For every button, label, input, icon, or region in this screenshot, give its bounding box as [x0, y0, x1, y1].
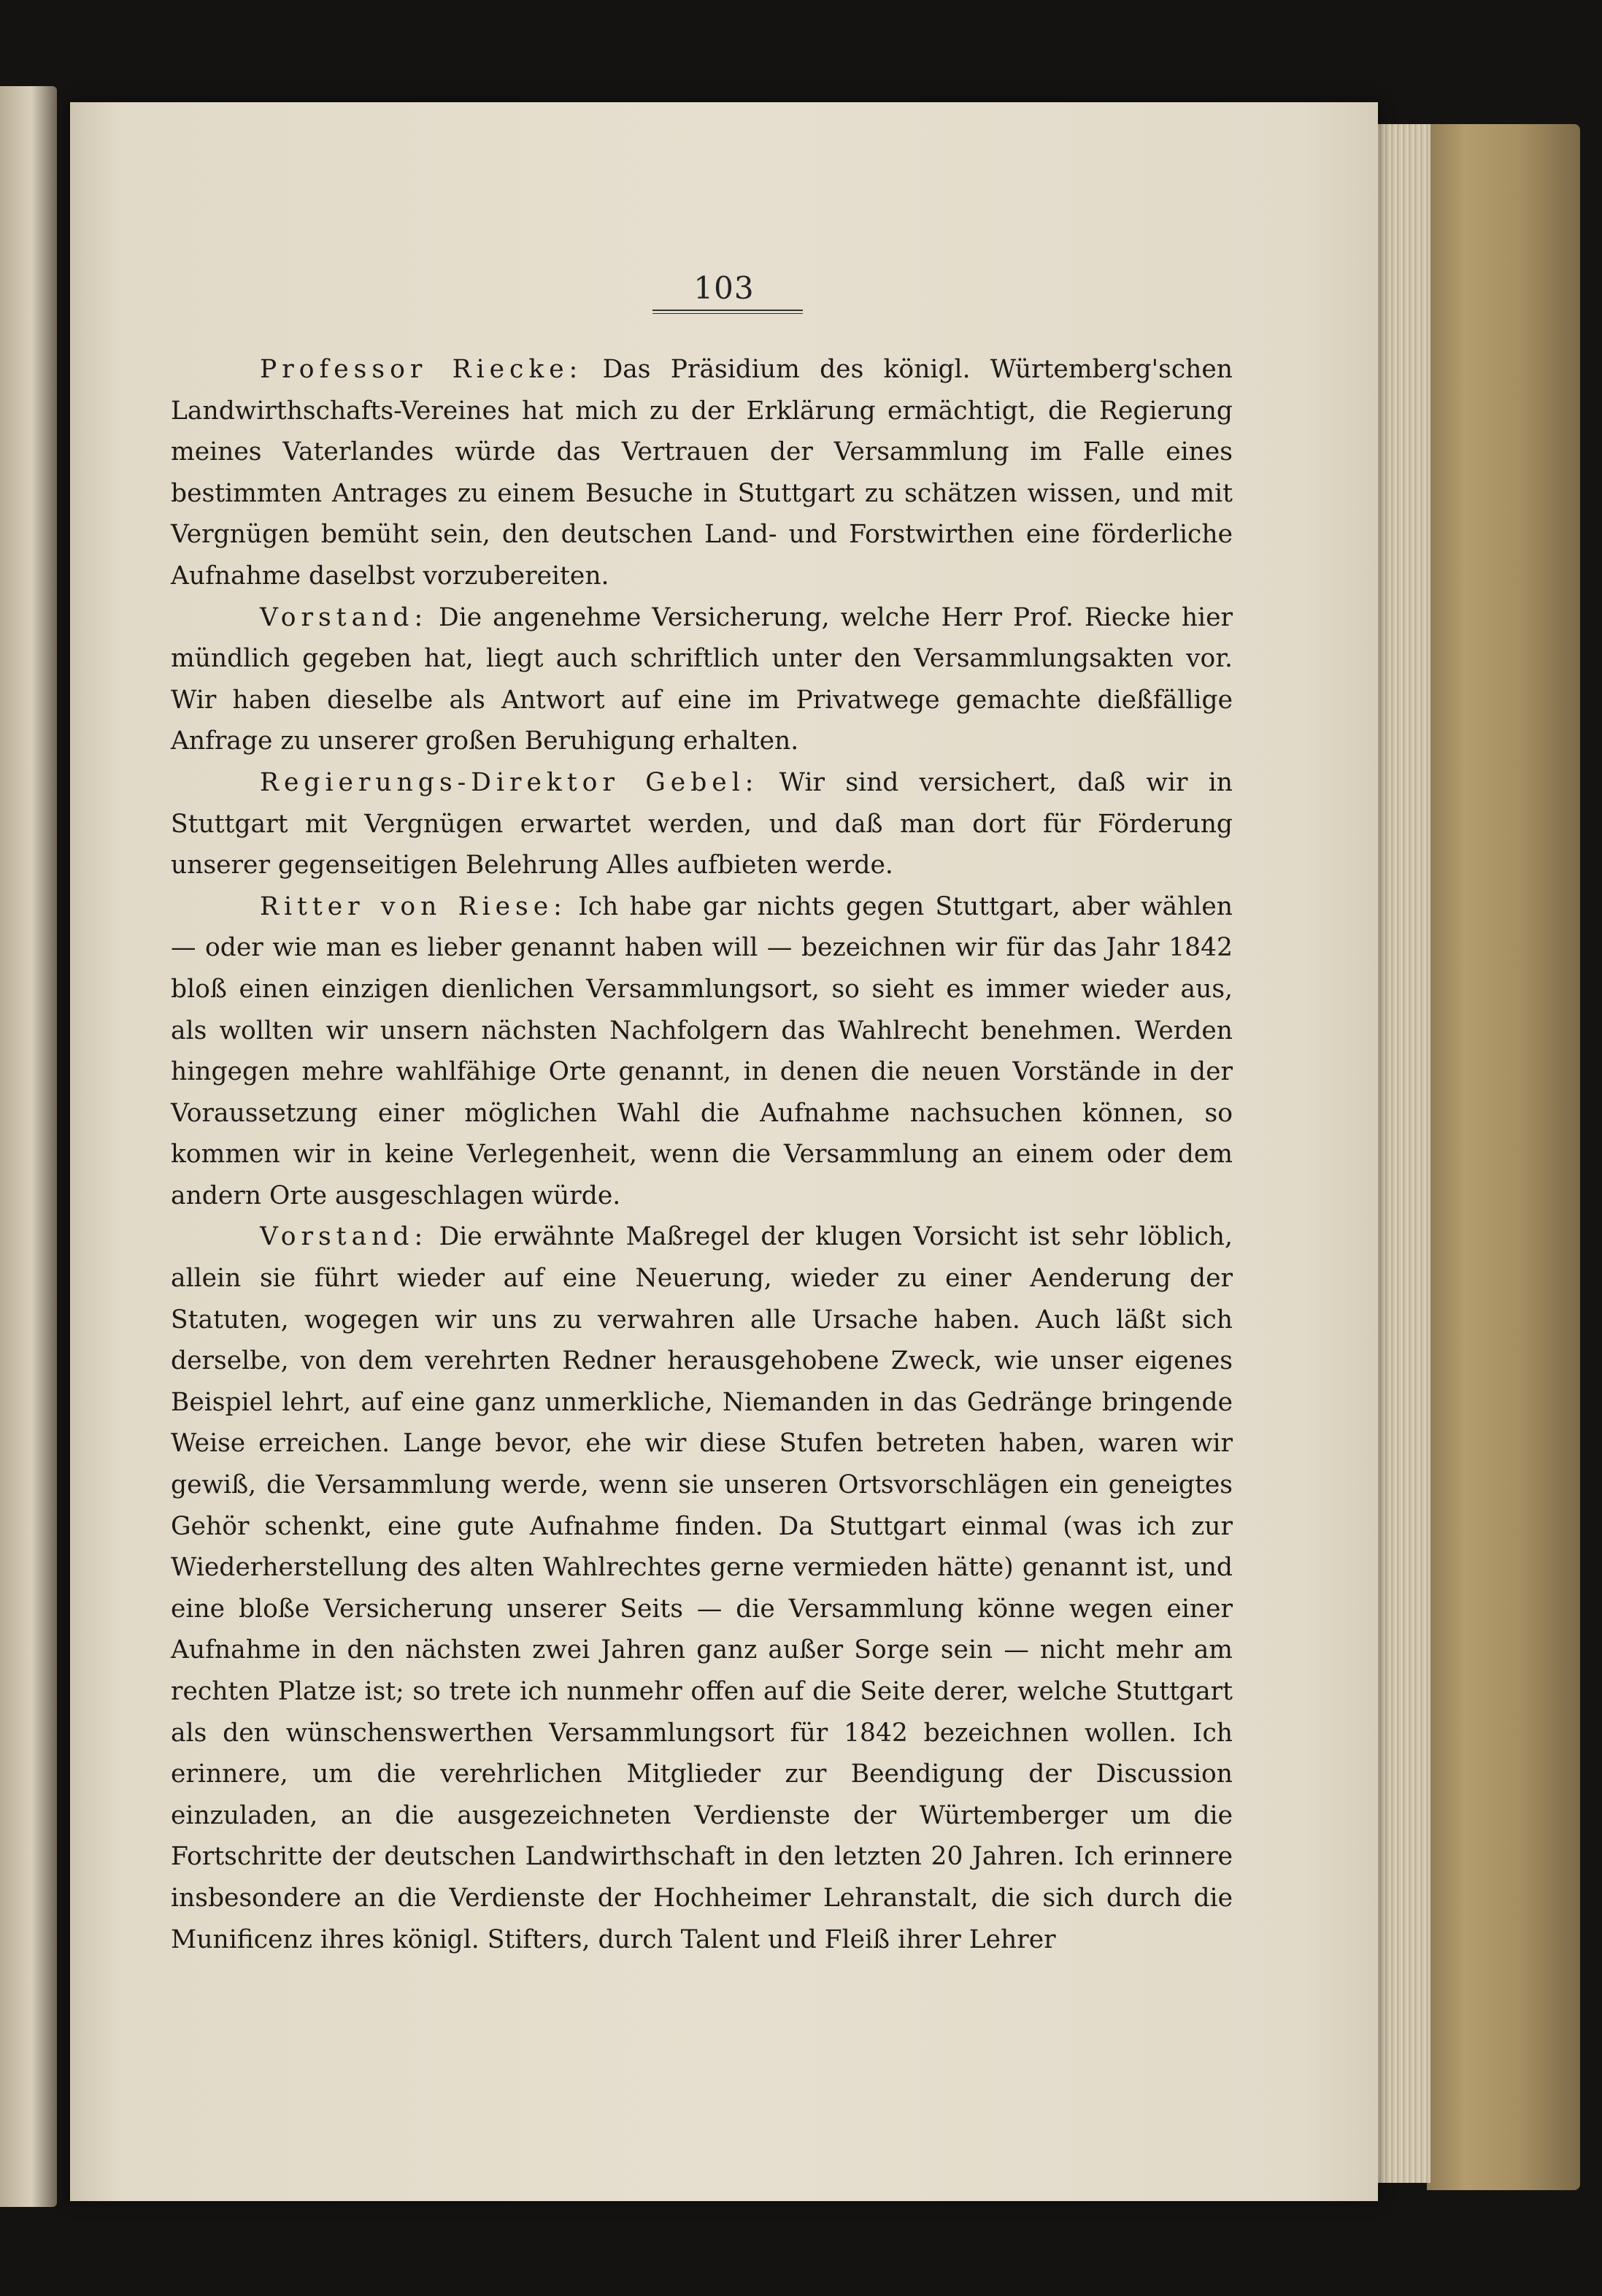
paragraph [171, 1216, 1233, 1960]
paragraph-text: Die erwähnte Maßregel der klugen Vorsicht ist sehr löblich, allein sie führt wieder auf eine Neuerung, wieder zu einer Aenderung der Statuten, wogegen wir uns zu verwahren alle Ursache haben. Auch läßt sich derselbe, von dem verehrten Redner herausgehobene Zweck, wie unser eigenes Beispiel lehrt, auf eine ganz unmerkliche, Niemanden in das Gedränge bringende Weise erreichen. Lange bevor, ehe wir diese Stufen betreten haben, waren wir gewiß, die Versammlung werde, wenn sie unseren Ortsvorschlägen ein geneigtes Gehör schenkt, eine gute Aufnahme finden. Da Stuttgart einmal (was ich zur Wiederherstellung des alten Wahlrechtes gerne vermieden hätte) genannt ist, und eine bloße Versicherung unserer Seits — die Versammlung könne wegen einer Aufnahme in den nächsten zwei Jahren ganz außer Sorge sein — nicht mehr am rechten Platze ist; so trete ich nunmehr offen auf die Seite derer, welche Stuttgart als den wünschenswerthen Versammlungsort für 1842 bezeichnen wollen. Ich erinnere, um die verehrlichen Mitglieder zur Beendigung der Discussion einzuladen, an die ausgezeichneten Verdienste der Würtemberger um die Fortschritte der deutschen Landwirthschaft in den letzten 20 Jahren. Ich erinnere insbesondere an die Verdienste der Hochheimer Lehranstalt, die sich durch die Munificenz ihres königl. Stifters, durch Talent und Fleiß ihrer Lehrer [171, 1222, 1233, 1954]
speaker-name: Ritter von Riese: [260, 891, 567, 921]
speaker-name: Regierungs-Direktor Gebel: [260, 767, 759, 797]
speaker-name: Vorstand: [260, 1222, 428, 1252]
paragraph-text: Wir sind versichert, daß wir in Stuttgart mit Vergnügen erwartet werden, und daß man dort für Förderung unserer gegenseitigen Belehrung Alles aufbieten werde. [171, 767, 1233, 880]
paragraph [171, 886, 1233, 1217]
paragraph-text: Das Präsidium des königl. Würtemberg'schen Landwirthschafts-Vereines hat mich zu der Erklärung ermächtigt, die Regierung meines Vaterlandes würde das Vertrauen der Versammlung im Falle eines bestimmten Antrages zu einem Besuche in Stuttgart zu schätzen wissen, und mit Vergnügen bemüht sein, den deutschen Land- und Forstwirthen eine förderliche Aufnahme daselbst vorzubereiten. [171, 355, 1233, 591]
paragraph [171, 349, 1233, 597]
paragraph-text: Ich habe gar nichts gegen Stuttgart, aber wählen — oder wie man es lieber genannt haben will — bezeichnen wir für das Jahr 1842 bloß einen einzigen dienlichen Versammlungsort, so sieht es immer wieder aus, als wollten wir unsern nächsten Nachfolgern das Wahlrecht benehmen. Werden hingegen mehre wahlfähige Orte genannt, in denen die neuen Vorstände in der Voraussetzung einer möglichen Wahl die Aufnahme nachsuchen können, so kommen wir in keine Verlegenheit, wenn die Versammlung an einem oder dem andern Orte ausgeschlagen würde. [171, 891, 1233, 1210]
paragraph [171, 762, 1233, 886]
left-page-edge [0, 86, 57, 2207]
speaker-name: Vorstand: [260, 602, 428, 632]
paragraph [171, 597, 1233, 762]
page-number: 103 [693, 270, 755, 306]
header-rule [652, 310, 803, 314]
paragraph-text: Die angenehme Versicherung, welche Herr Prof. Riecke hier mündlich gegeben hat, liegt auch schriftlich unter den Versammlungsakten vor. Wir haben dieselbe als Antwort auf eine im Privatwege gemachte dießfällige Anfrage zu unserer großen Beruhigung erhalten. [171, 602, 1233, 756]
page-body [171, 349, 1233, 1960]
book-page [70, 102, 1378, 2201]
speaker-name: Professor Riecke: [260, 355, 583, 384]
book-spine [1427, 124, 1580, 2190]
